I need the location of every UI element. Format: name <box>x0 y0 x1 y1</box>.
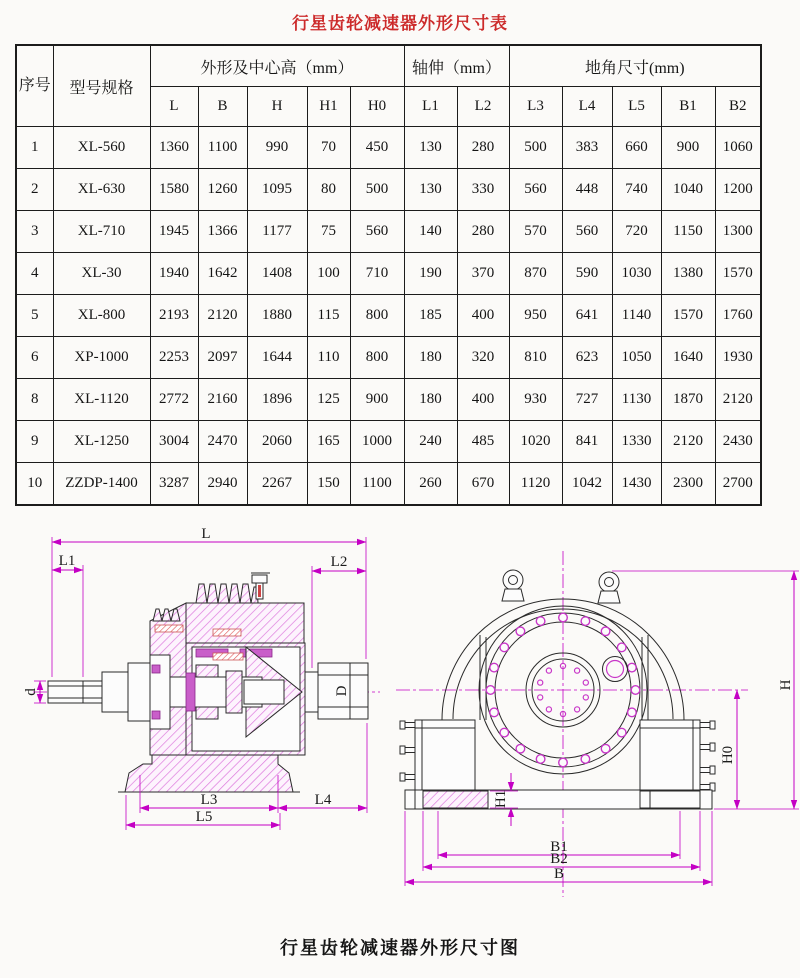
value-cell: 115 <box>307 295 350 337</box>
section-view-drawing <box>23 526 380 830</box>
value-cell: 450 <box>350 127 404 169</box>
value-cell: 2120 <box>198 295 247 337</box>
row-number-cell: 2 <box>16 169 53 211</box>
value-cell: 660 <box>612 127 661 169</box>
value-cell: 1580 <box>150 169 198 211</box>
model-cell: ZZDP-1400 <box>53 463 150 505</box>
value-cell: 140 <box>404 211 457 253</box>
row-number-cell: 4 <box>16 253 53 295</box>
value-cell: 400 <box>457 295 509 337</box>
value-cell: 3287 <box>150 463 198 505</box>
value-cell: 240 <box>404 421 457 463</box>
dim-label-L1: L1 <box>58 553 76 569</box>
row-number-cell: 1 <box>16 127 53 169</box>
header-group-shaft-extension: 轴伸（mm） <box>404 45 509 87</box>
value-cell: 1200 <box>715 169 761 211</box>
value-cell: 330 <box>457 169 509 211</box>
value-cell: 590 <box>562 253 612 295</box>
value-cell: 1366 <box>198 211 247 253</box>
value-cell: 560 <box>562 211 612 253</box>
header-index: 序号 <box>16 45 53 127</box>
value-cell: 1870 <box>661 379 715 421</box>
model-cell: XL-710 <box>53 211 150 253</box>
value-cell: 2193 <box>150 295 198 337</box>
dim-label-B1: B1 <box>550 839 568 855</box>
header-model: 型号规格 <box>53 45 150 127</box>
subheader-B1: B1 <box>661 87 715 127</box>
dim-label-L3: L3 <box>200 792 218 808</box>
value-cell: 2430 <box>715 421 761 463</box>
value-cell: 1042 <box>562 463 612 505</box>
value-cell: 165 <box>307 421 350 463</box>
table-row <box>16 295 761 337</box>
value-cell: 670 <box>457 463 509 505</box>
dimensions-table <box>15 44 762 506</box>
value-cell: 400 <box>457 379 509 421</box>
value-cell: 485 <box>457 421 509 463</box>
value-cell: 1940 <box>150 253 198 295</box>
value-cell: 150 <box>307 463 350 505</box>
table-row <box>16 253 761 295</box>
value-cell: 2097 <box>198 337 247 379</box>
row-number-cell: 3 <box>16 211 53 253</box>
value-cell: 383 <box>562 127 612 169</box>
dim-label-D: D <box>334 685 350 697</box>
table-row <box>16 421 761 463</box>
table-row <box>16 463 761 505</box>
row-number-cell: 8 <box>16 379 53 421</box>
value-cell: 623 <box>562 337 612 379</box>
front-view-drawing <box>396 551 799 897</box>
table-row <box>16 337 761 379</box>
model-cell: XL-630 <box>53 169 150 211</box>
subheader-L1: L1 <box>404 87 457 127</box>
header-group-foot: 地角尺寸(mm) <box>509 45 761 87</box>
value-cell: 130 <box>404 169 457 211</box>
value-cell: 2160 <box>198 379 247 421</box>
subheader-B: B <box>198 87 247 127</box>
value-cell: 1177 <box>247 211 307 253</box>
value-cell: 1040 <box>661 169 715 211</box>
value-cell: 950 <box>509 295 562 337</box>
subheader-H: H <box>247 87 307 127</box>
value-cell: 1380 <box>661 253 715 295</box>
value-cell: 870 <box>509 253 562 295</box>
value-cell: 740 <box>612 169 661 211</box>
dim-label-L5: L5 <box>195 809 213 825</box>
value-cell: 180 <box>404 379 457 421</box>
row-number-cell: 10 <box>16 463 53 505</box>
dim-label-L2: L2 <box>330 554 348 570</box>
value-cell: 1360 <box>150 127 198 169</box>
value-cell: 1430 <box>612 463 661 505</box>
subheader-B2: B2 <box>715 87 761 127</box>
value-cell: 1260 <box>198 169 247 211</box>
dim-label-d: d <box>23 688 39 696</box>
subheader-H0: H0 <box>350 87 404 127</box>
value-cell: 1150 <box>661 211 715 253</box>
value-cell: 2253 <box>150 337 198 379</box>
value-cell: 841 <box>562 421 612 463</box>
value-cell: 570 <box>509 211 562 253</box>
row-number-cell: 9 <box>16 421 53 463</box>
value-cell: 1760 <box>715 295 761 337</box>
value-cell: 2772 <box>150 379 198 421</box>
value-cell: 2700 <box>715 463 761 505</box>
value-cell: 180 <box>404 337 457 379</box>
value-cell: 2120 <box>715 379 761 421</box>
value-cell: 1130 <box>612 379 661 421</box>
value-cell: 1100 <box>350 463 404 505</box>
value-cell: 280 <box>457 211 509 253</box>
value-cell: 1000 <box>350 421 404 463</box>
value-cell: 720 <box>612 211 661 253</box>
value-cell: 1020 <box>509 421 562 463</box>
table-row <box>16 127 761 169</box>
model-cell: XL-1120 <box>53 379 150 421</box>
value-cell: 1030 <box>612 253 661 295</box>
value-cell: 3004 <box>150 421 198 463</box>
value-cell: 370 <box>457 253 509 295</box>
value-cell: 930 <box>509 379 562 421</box>
value-cell: 260 <box>404 463 457 505</box>
row-number-cell: 6 <box>16 337 53 379</box>
value-cell: 100 <box>307 253 350 295</box>
value-cell: 448 <box>562 169 612 211</box>
value-cell: 2300 <box>661 463 715 505</box>
dim-label-L: L <box>201 526 211 542</box>
value-cell: 1640 <box>661 337 715 379</box>
value-cell: 1880 <box>247 295 307 337</box>
value-cell: 1570 <box>715 253 761 295</box>
model-cell: XL-30 <box>53 253 150 295</box>
value-cell: 80 <box>307 169 350 211</box>
table-row <box>16 379 761 421</box>
value-cell: 900 <box>350 379 404 421</box>
value-cell: 1300 <box>715 211 761 253</box>
subheader-H1: H1 <box>307 87 350 127</box>
value-cell: 1570 <box>661 295 715 337</box>
value-cell: 1060 <box>715 127 761 169</box>
value-cell: 1930 <box>715 337 761 379</box>
model-cell: XP-1000 <box>53 337 150 379</box>
value-cell: 990 <box>247 127 307 169</box>
value-cell: 900 <box>661 127 715 169</box>
value-cell: 810 <box>509 337 562 379</box>
dim-label-L4: L4 <box>314 792 332 808</box>
value-cell: 1642 <box>198 253 247 295</box>
value-cell: 560 <box>509 169 562 211</box>
value-cell: 727 <box>562 379 612 421</box>
value-cell: 1896 <box>247 379 307 421</box>
value-cell: 500 <box>509 127 562 169</box>
dimensions-table-wrapper <box>15 44 762 506</box>
dim-label-H0: H0 <box>720 745 736 765</box>
value-cell: 130 <box>404 127 457 169</box>
value-cell: 125 <box>307 379 350 421</box>
value-cell: 185 <box>404 295 457 337</box>
dim-label-H1: H1 <box>493 789 509 809</box>
subheader-L5: L5 <box>612 87 661 127</box>
model-cell: XL-560 <box>53 127 150 169</box>
value-cell: 1644 <box>247 337 307 379</box>
dim-label-H: H <box>778 679 794 691</box>
value-cell: 2120 <box>661 421 715 463</box>
table-row <box>16 211 761 253</box>
value-cell: 1945 <box>150 211 198 253</box>
value-cell: 710 <box>350 253 404 295</box>
value-cell: 110 <box>307 337 350 379</box>
value-cell: 280 <box>457 127 509 169</box>
value-cell: 1095 <box>247 169 307 211</box>
value-cell: 1330 <box>612 421 661 463</box>
value-cell: 2267 <box>247 463 307 505</box>
model-cell: XL-800 <box>53 295 150 337</box>
dim-label-B: B <box>553 866 565 882</box>
subheader-L4: L4 <box>562 87 612 127</box>
value-cell: 75 <box>307 211 350 253</box>
value-cell: 70 <box>307 127 350 169</box>
model-cell: XL-1250 <box>53 421 150 463</box>
dimensions-table-body <box>16 127 761 505</box>
technical-drawing <box>0 525 800 935</box>
value-cell: 1050 <box>612 337 661 379</box>
dim-label-B2: B2 <box>550 851 568 867</box>
value-cell: 2940 <box>198 463 247 505</box>
value-cell: 800 <box>350 337 404 379</box>
page-title: 行星齿轮减速器外形尺寸表 <box>292 14 508 33</box>
value-cell: 1408 <box>247 253 307 295</box>
value-cell: 2060 <box>247 421 307 463</box>
subheader-L: L <box>150 87 198 127</box>
value-cell: 320 <box>457 337 509 379</box>
value-cell: 1120 <box>509 463 562 505</box>
subheader-L3: L3 <box>509 87 562 127</box>
header-group-outline: 外形及中心高（mm） <box>150 45 404 87</box>
value-cell: 500 <box>350 169 404 211</box>
row-number-cell: 5 <box>16 295 53 337</box>
table-row <box>16 169 761 211</box>
value-cell: 1100 <box>198 127 247 169</box>
value-cell: 641 <box>562 295 612 337</box>
value-cell: 560 <box>350 211 404 253</box>
drawing-caption: 行星齿轮减速器外形尺寸图 <box>280 938 520 958</box>
value-cell: 800 <box>350 295 404 337</box>
value-cell: 1140 <box>612 295 661 337</box>
value-cell: 190 <box>404 253 457 295</box>
value-cell: 2470 <box>198 421 247 463</box>
subheader-L2: L2 <box>457 87 509 127</box>
